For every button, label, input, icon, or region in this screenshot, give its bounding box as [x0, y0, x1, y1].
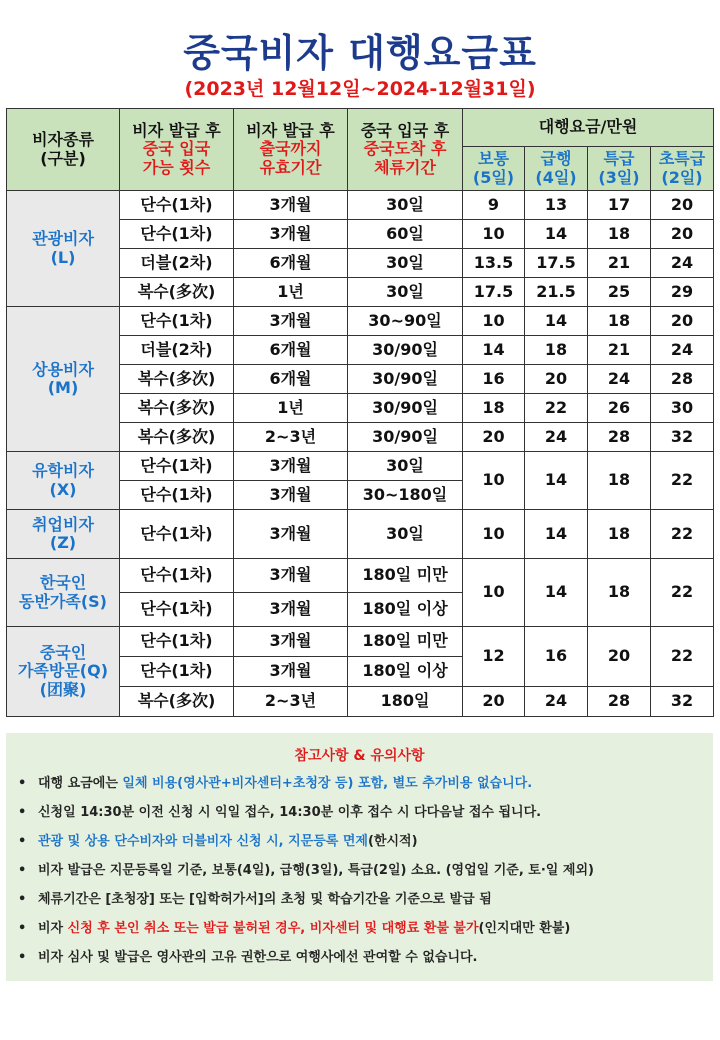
validity: 3개월 [234, 220, 348, 249]
header-fee-super: 초특급 (2일) [651, 147, 714, 191]
category-business: 상용비자 (M) [7, 307, 120, 452]
fee-express: 14 [525, 307, 588, 336]
bullet-icon: • [18, 921, 27, 936]
header-fee-group: 대행요금/만원 [463, 109, 714, 147]
table-row [7, 452, 714, 481]
fee-super: 29 [651, 278, 714, 307]
entry-count: 복수(多次) [120, 687, 234, 717]
validity: 6개월 [234, 336, 348, 365]
note-item: • 대행 요금에는 일체 비용(영사관+비자센터+초청장 등) 포함, 별도 추가비용 없습니다. [18, 769, 713, 798]
validity: 3개월 [234, 593, 348, 627]
bullet-icon: • [18, 892, 27, 907]
fee-special: 28 [588, 687, 651, 717]
table-row [7, 307, 714, 336]
fee-express: 14 [525, 452, 588, 510]
header-entry-count: 비자 발급 후 중국 입국 가능 횟수 [120, 109, 234, 191]
fee-super: 24 [651, 336, 714, 365]
fee-special: 28 [588, 423, 651, 452]
fee-special: 18 [588, 510, 651, 559]
note-item: • 신청일 14:30분 이전 신청 시 익일 접수, 14:30분 이후 접수 시 다다음날 접수 됩니다. [18, 798, 713, 827]
header-validity: 비자 발급 후 출국까지 유효기간 [234, 109, 348, 191]
bullet-icon: • [18, 776, 27, 791]
header-stay: 중국 입국 후 중국도착 후 체류기간 [348, 109, 463, 191]
fee-special: 18 [588, 452, 651, 510]
fee-super: 20 [651, 307, 714, 336]
fee-special: 17 [588, 191, 651, 220]
fee-normal: 20 [463, 687, 525, 717]
header-visa-type: 비자종류 (구분) [7, 109, 120, 191]
fee-normal: 10 [463, 307, 525, 336]
validity: 2~3년 [234, 687, 348, 717]
stay-period: 180일 이상 [348, 593, 463, 627]
fee-special: 26 [588, 394, 651, 423]
stay-period: 30일 [348, 510, 463, 559]
page-title: 중국비자 대행요금표 [183, 31, 537, 75]
entry-count: 복수(多次) [120, 278, 234, 307]
entry-count: 더블(2차) [120, 336, 234, 365]
header-fee-normal: 보통 (5일) [463, 147, 525, 191]
fee-normal: 14 [463, 336, 525, 365]
fee-super: 32 [651, 423, 714, 452]
entry-count: 단수(1차) [120, 593, 234, 627]
visa-fee-table [6, 108, 714, 717]
entry-count: 복수(多次) [120, 365, 234, 394]
stay-period: 30/90일 [348, 423, 463, 452]
bullet-icon: • [18, 834, 27, 849]
table-row [7, 627, 714, 657]
stay-period: 30/90일 [348, 365, 463, 394]
fee-super: 22 [651, 452, 714, 510]
validity: 1년 [234, 278, 348, 307]
fee-express: 24 [525, 423, 588, 452]
fee-special: 18 [588, 220, 651, 249]
validity: 3개월 [234, 452, 348, 481]
entry-count: 단수(1차) [120, 510, 234, 559]
validity: 3개월 [234, 510, 348, 559]
stay-period: 60일 [348, 220, 463, 249]
fee-normal: 16 [463, 365, 525, 394]
fee-express: 14 [525, 220, 588, 249]
note-item: • 관광 및 상용 단수비자와 더블비자 신청 시, 지문등록 면제(한시적) [18, 827, 713, 856]
entry-count: 단수(1차) [120, 452, 234, 481]
fee-super: 24 [651, 249, 714, 278]
header-fee-express: 급행 (4일) [525, 147, 588, 191]
fee-normal: 10 [463, 452, 525, 510]
validity: 3개월 [234, 559, 348, 593]
entry-count: 복수(多次) [120, 394, 234, 423]
notes-title: 참고사항 & 유의사항 [294, 748, 425, 764]
fee-normal: 10 [463, 220, 525, 249]
fee-normal: 10 [463, 559, 525, 627]
table-row [7, 510, 714, 559]
fee-express: 20 [525, 365, 588, 394]
category-korean-family: 한국인 동반가족(S) [7, 559, 120, 627]
header-fee-special: 특급 (3일) [588, 147, 651, 191]
notes-section [6, 733, 713, 981]
fee-express: 13 [525, 191, 588, 220]
entry-count: 단수(1차) [120, 559, 234, 593]
category-study: 유학비자 (X) [7, 452, 120, 510]
note-item: • 비자 신청 후 본인 취소 또는 발급 불허된 경우, 비자센터 및 대행료 환불 불가(인지대만 환불) [18, 914, 713, 943]
note-item: • 비자 발급은 지문등록일 기준, 보통(4일), 급행(3일), 특급(2일) 소요. (영업일 기준, 토·일 제외) [18, 856, 713, 885]
table-row [7, 191, 714, 220]
fee-express: 14 [525, 559, 588, 627]
fee-normal: 10 [463, 510, 525, 559]
entry-count: 복수(多次) [120, 423, 234, 452]
fee-express: 16 [525, 627, 588, 687]
fee-super: 30 [651, 394, 714, 423]
stay-period: 180일 미만 [348, 627, 463, 657]
stay-period: 180일 미만 [348, 559, 463, 593]
entry-count: 단수(1차) [120, 627, 234, 657]
table-row [7, 559, 714, 593]
entry-count: 단수(1차) [120, 481, 234, 510]
bullet-icon: • [18, 950, 27, 965]
validity: 3개월 [234, 481, 348, 510]
validity: 3개월 [234, 657, 348, 687]
fee-super: 22 [651, 510, 714, 559]
bullet-icon: • [18, 863, 27, 878]
note-item: • 체류기간은 [초청장] 또는 [입학허가서]의 초청 및 학습기간을 기준으로 발급 됨 [18, 885, 713, 914]
fee-super: 22 [651, 559, 714, 627]
validity: 1년 [234, 394, 348, 423]
fee-normal: 18 [463, 394, 525, 423]
validity: 3개월 [234, 191, 348, 220]
category-work: 취업비자 (Z) [7, 510, 120, 559]
category-chinese-family: 중국인 가족방문(Q) (团聚) [7, 627, 120, 717]
fee-super: 20 [651, 220, 714, 249]
entry-count: 더블(2차) [120, 249, 234, 278]
validity: 6개월 [234, 249, 348, 278]
stay-period: 30일 [348, 452, 463, 481]
stay-period: 30일 [348, 278, 463, 307]
fee-express: 22 [525, 394, 588, 423]
fee-special: 21 [588, 249, 651, 278]
fee-special: 18 [588, 559, 651, 627]
validity: 2~3년 [234, 423, 348, 452]
bullet-icon: • [18, 805, 27, 820]
entry-count: 단수(1차) [120, 307, 234, 336]
fee-normal: 17.5 [463, 278, 525, 307]
fee-super: 20 [651, 191, 714, 220]
validity-period: (2023년 12월12일~2024-12월31일) [184, 78, 536, 100]
stay-period: 30일 [348, 191, 463, 220]
stay-period: 30/90일 [348, 336, 463, 365]
fee-express: 17.5 [525, 249, 588, 278]
stay-period: 30~90일 [348, 307, 463, 336]
validity: 3개월 [234, 627, 348, 657]
fee-super: 22 [651, 627, 714, 687]
fee-super: 28 [651, 365, 714, 394]
fee-normal: 20 [463, 423, 525, 452]
entry-count: 단수(1차) [120, 191, 234, 220]
fee-express: 21.5 [525, 278, 588, 307]
fee-special: 21 [588, 336, 651, 365]
fee-normal: 9 [463, 191, 525, 220]
fee-express: 14 [525, 510, 588, 559]
fee-express: 24 [525, 687, 588, 717]
validity: 3개월 [234, 307, 348, 336]
entry-count: 단수(1차) [120, 220, 234, 249]
fee-normal: 12 [463, 627, 525, 687]
fee-normal: 13.5 [463, 249, 525, 278]
stay-period: 30일 [348, 249, 463, 278]
validity: 6개월 [234, 365, 348, 394]
entry-count: 단수(1차) [120, 657, 234, 687]
fee-special: 25 [588, 278, 651, 307]
stay-period: 30~180일 [348, 481, 463, 510]
category-tourism: 관광비자 (L) [7, 191, 120, 307]
fee-express: 18 [525, 336, 588, 365]
stay-period: 180일 이상 [348, 657, 463, 687]
notes-list [6, 769, 713, 972]
fee-super: 32 [651, 687, 714, 717]
stay-period: 30/90일 [348, 394, 463, 423]
stay-period: 180일 [348, 687, 463, 717]
fee-special: 24 [588, 365, 651, 394]
fee-special: 18 [588, 307, 651, 336]
fee-special: 20 [588, 627, 651, 687]
note-item: • 비자 심사 및 발급은 영사관의 고유 권한으로 여행사에선 관여할 수 없습니다. [18, 943, 713, 972]
